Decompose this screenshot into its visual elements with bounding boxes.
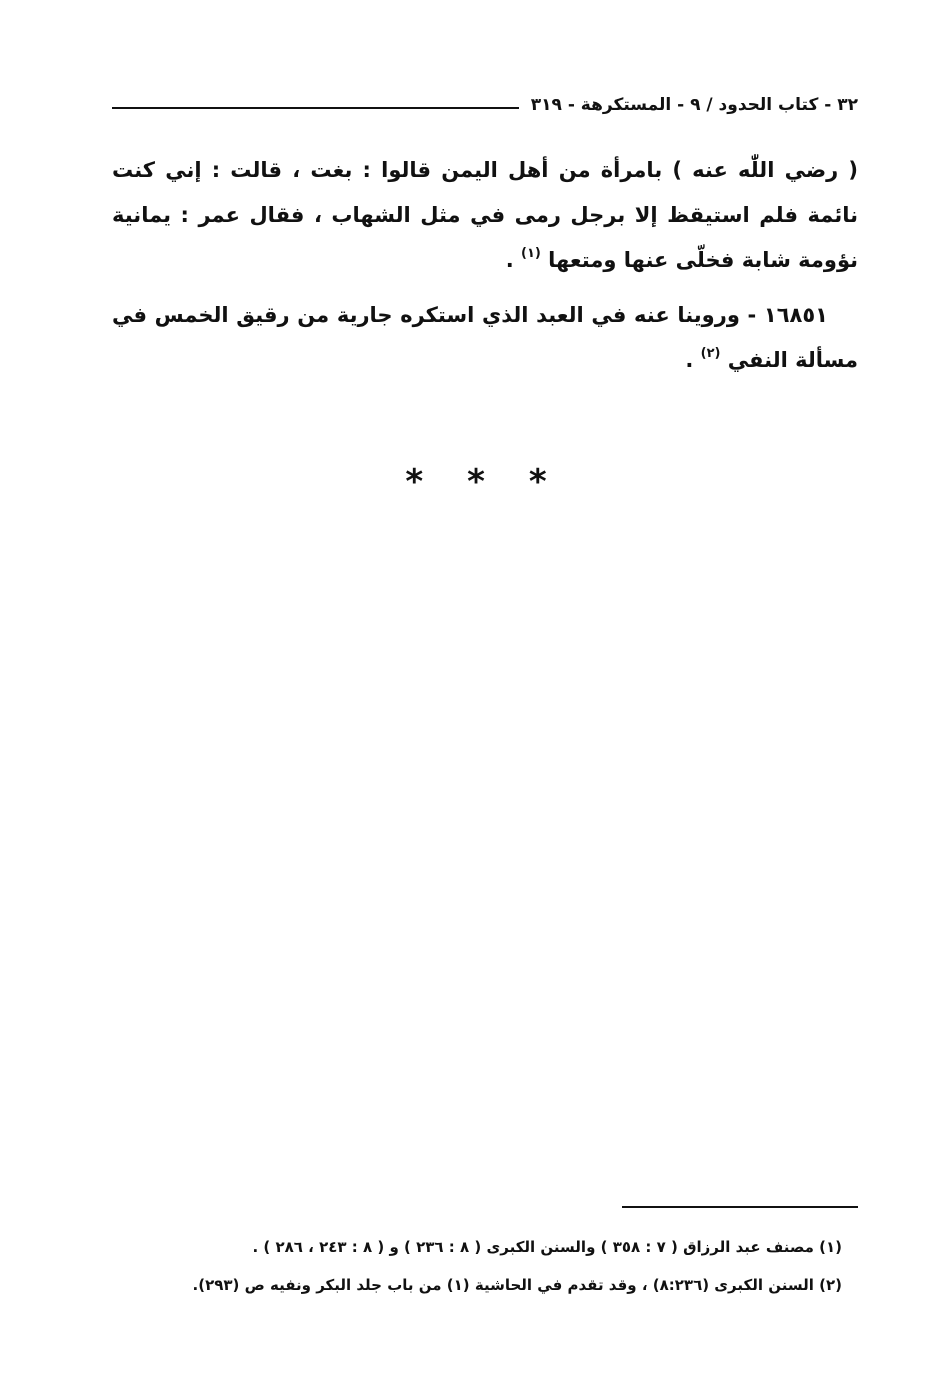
paragraph-2-end: .: [685, 348, 701, 372]
section-separator: [0, 462, 952, 502]
separator-star: *: [528, 462, 547, 502]
footnote-ref-2: (٢): [700, 346, 721, 361]
paragraph-1: [112, 148, 858, 283]
running-title: ٣٢ - كتاب الحدود / ٩ - المستكرهة - ٣١٩: [530, 95, 858, 115]
paragraph-1-end: .: [505, 248, 521, 272]
separator-star: *: [467, 462, 485, 502]
footnotes: [112, 1228, 842, 1304]
paragraph-2: [112, 293, 858, 383]
running-header: [112, 88, 858, 122]
paragraph-1-text: ( رضي اللّٰه عنه ) بامرأة من أهل اليمن قالوا : بغت ، قالت : إني كنت نائمة فلم استيقظ إلا برجل رمى في مثل الشهاب ، فقال عمر : يمانية نؤومة شابة فخلّى عنها ومتعها: [112, 158, 858, 272]
footnote-2: (٢) السنن الكبرى (٨:٢٣٦) ، وقد تقدم في الحاشية (١) من باب جلد البكر ونفيه ص (٢٩٣).: [192, 1276, 842, 1294]
footnote-ref-1: (١): [521, 246, 541, 261]
footnote-1: (١) مصنف عبد الرزاق ( ٧ : ٣٥٨ ) والسنن الكبرى ( ٨ : ٢٣٦ ) و ( ٨ : ٢٤٣ ، ٢٨٦ ) .: [252, 1238, 842, 1256]
main-text: [112, 148, 858, 383]
paragraph-2-text: - وروينا عنه في العبد الذي استكره جارية من رقيق الخمس في مسألة النفي: [112, 303, 858, 372]
hadith-number: ١٦٨٥١: [763, 303, 828, 327]
footnote-rule: [622, 1206, 858, 1208]
separator-star: *: [405, 462, 424, 502]
header-rule: [112, 107, 519, 109]
